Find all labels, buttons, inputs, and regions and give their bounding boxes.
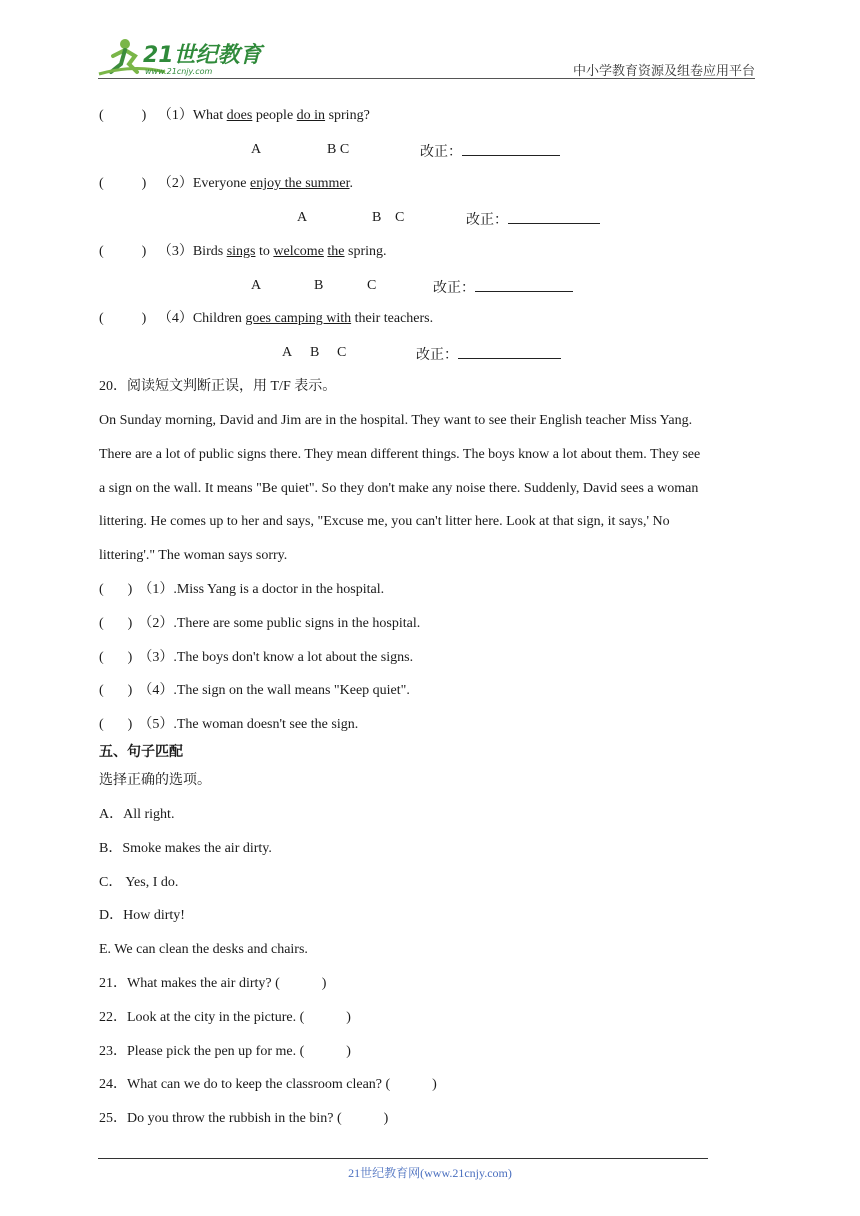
- q20-statement-2: ( ) （2）.There are some public signs in the hospital.: [99, 616, 421, 631]
- correction-1-letter-bc: B C: [327, 142, 350, 157]
- correction-3-letter-c: C: [367, 278, 377, 293]
- option-a: A．All right.: [99, 807, 175, 822]
- q20-title: 20．阅读短文判断正误，用 T/F 表示。: [99, 379, 337, 394]
- option-d: D．How dirty!: [99, 908, 185, 923]
- question-23: 23．Please pick the pen up for me. ( ): [99, 1044, 351, 1059]
- correction-item-4: ( ) （4）Children goes camping with their teachers.: [99, 311, 434, 326]
- q20-statement-3: ( ) （3）.The boys don't know a lot about the signs.: [99, 650, 414, 665]
- correction-4-letter-c: C: [337, 345, 347, 360]
- correction-2-letter-b: B: [372, 210, 382, 225]
- header-platform-text: 中小学教育资源及组卷应用平台: [572, 64, 755, 79]
- correction-4-letter-a: A: [282, 345, 293, 360]
- logo-title: 21世纪教育: [143, 43, 262, 68]
- header-divider: [98, 78, 755, 79]
- option-c: C． Yes, I do.: [99, 875, 179, 890]
- correction-1-fix[interactable]: 改正：: [420, 141, 560, 162]
- correction-2-fix[interactable]: 改正：: [466, 209, 600, 230]
- q20-statement-1: ( ) （1）.Miss Yang is a doctor in the hospital.: [99, 582, 385, 597]
- logo-url: www.21cnjy.com: [145, 67, 213, 76]
- question-22: 22．Look at the city in the picture. ( ): [99, 1010, 351, 1025]
- q20-passage-line-1: On Sunday morning, David and Jim are in the hospital. They want to see their English teacher Miss Yang.: [99, 413, 693, 428]
- option-b: B．Smoke makes the air dirty.: [99, 841, 272, 856]
- q20-passage-line-4: littering. He comes up to her and says, "Excuse me, you can't litter here. Look at that sign, it says,' No: [99, 514, 670, 529]
- correction-2-letter-c: C: [395, 210, 405, 225]
- question-25: 25．Do you throw the rubbish in the bin? ( ): [99, 1111, 389, 1126]
- correction-item-3: ( ) （3）Birds sings to welcome the spring.: [99, 244, 387, 259]
- site-logo: [95, 34, 265, 78]
- q20-statement-5: ( ) （5）.The woman doesn't see the sign.: [99, 717, 359, 732]
- q20-passage-line-2: There are a lot of public signs there. They mean different things. The boys know a lot about them. They see: [99, 447, 701, 462]
- question-24: 24．What can we do to keep the classroom clean? ( ): [99, 1077, 437, 1092]
- section5-heading: 五、句子匹配: [99, 744, 183, 760]
- footer-divider: [98, 1158, 708, 1159]
- question-21: 21．What makes the air dirty? ( ): [99, 976, 327, 991]
- correction-item-1: ( ) （1）What does people do in spring?: [99, 108, 370, 123]
- correction-3-letter-b: B: [314, 278, 324, 293]
- correction-1-letter-a: A: [251, 142, 262, 157]
- section5-instruction: 选择正确的选项。: [99, 773, 211, 788]
- option-e: E. We can clean the desks and chairs.: [99, 942, 308, 957]
- correction-3-fix[interactable]: 改正：: [433, 277, 573, 298]
- correction-3-letter-a: A: [251, 278, 262, 293]
- correction-4-fix[interactable]: 改正：: [416, 344, 561, 365]
- q20-passage-line-5: littering'." The woman says sorry.: [99, 548, 288, 563]
- q20-statement-4: ( ) （4）.The sign on the wall means "Keep quiet".: [99, 683, 410, 698]
- footer-site-link[interactable]: 21世纪教育网(www.21cnjy.com): [348, 1166, 512, 1180]
- correction-2-letter-a: A: [297, 210, 308, 225]
- q20-passage-line-3: a sign on the wall. It means "Be quiet". So they don't make any noise there. Suddenly, David sees a woman: [99, 481, 699, 496]
- correction-item-2: ( ) （2）Everyone enjoy the summer.: [99, 176, 354, 191]
- correction-4-letter-b: B: [310, 345, 320, 360]
